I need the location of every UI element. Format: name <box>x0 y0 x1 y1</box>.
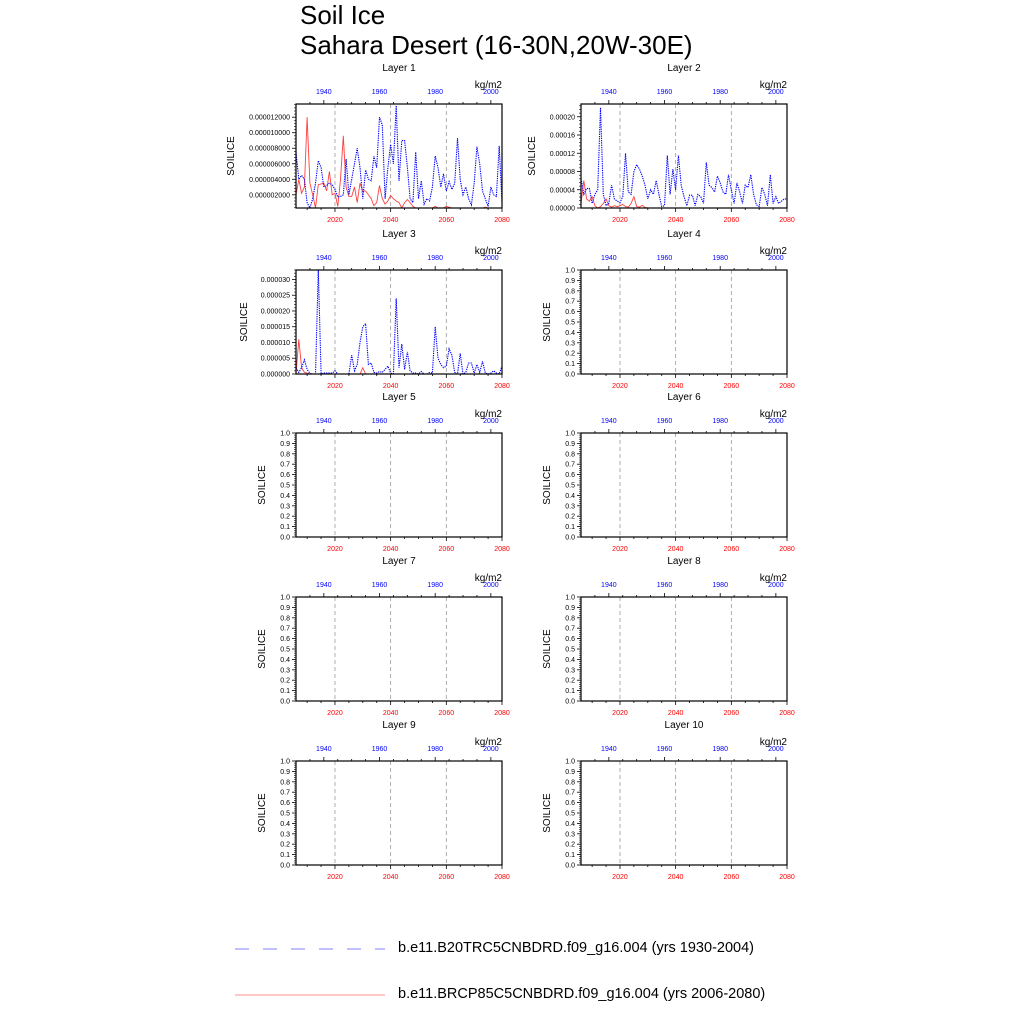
panel-title: Layer 3 <box>382 229 416 240</box>
y-tick-label: 1.0 <box>280 758 290 766</box>
top-tick-label: 1940 <box>601 418 617 425</box>
y-tick-label: 0.5 <box>565 646 575 654</box>
bottom-tick-label: 2080 <box>779 874 795 881</box>
y-tick-label: 0.9 <box>280 768 290 776</box>
units-label: kg/m2 <box>474 80 502 91</box>
top-tick-label: 1960 <box>371 418 388 425</box>
bottom-tick-label: 2020 <box>327 546 343 553</box>
bottom-tick-label: 2080 <box>494 217 510 224</box>
top-tick-label: 1940 <box>316 746 332 753</box>
top-tick-label: 2000 <box>483 582 499 589</box>
bottom-tick-label: 2080 <box>779 217 795 224</box>
top-tick-label: 1960 <box>656 89 673 96</box>
plot-frame <box>296 761 502 865</box>
y-tick-label: 0.4 <box>565 329 575 337</box>
y-tick-label: 0.000004000 <box>249 176 290 184</box>
top-tick-label: 1980 <box>427 418 443 425</box>
y-tick-label: 0.7 <box>565 461 575 469</box>
y-tick-label: 0.3 <box>280 831 290 839</box>
plot-frame <box>581 761 787 865</box>
y-tick-label: 0.000015 <box>260 324 290 332</box>
bottom-tick-label: 2040 <box>667 383 684 390</box>
y-tick-label: 0.4 <box>280 820 290 828</box>
bottom-tick-label: 2020 <box>612 383 628 390</box>
top-tick-label: 1960 <box>656 255 673 262</box>
units-label: kg/m2 <box>759 80 787 91</box>
units-label: kg/m2 <box>474 573 502 584</box>
y-tick-label: 0.000030 <box>260 276 290 284</box>
y-tick-label: 0.000005 <box>260 355 290 363</box>
units-label: kg/m2 <box>759 573 787 584</box>
y-tick-label: 0.6 <box>280 636 290 644</box>
top-tick-label: 1980 <box>712 746 728 753</box>
y-axis-label: SOILICE <box>542 629 553 669</box>
legend-label-rcp85: b.e11.BRCP85C5CNBDRD.f09_g16.004 (yrs 2006-2080) <box>398 986 766 1002</box>
top-tick-label: 2000 <box>483 746 499 753</box>
y-tick-label: 0.5 <box>280 482 290 490</box>
y-tick-label: 0.00020 <box>549 114 575 122</box>
y-tick-label: 0.2 <box>565 677 575 685</box>
y-tick-label: 0.2 <box>565 841 575 849</box>
y-tick-label: 0.7 <box>280 461 290 469</box>
y-tick-label: 0.000010 <box>260 339 290 347</box>
y-tick-label: 0.6 <box>280 800 290 808</box>
top-tick-label: 1960 <box>371 89 388 96</box>
panel-title: Layer 4 <box>667 229 701 240</box>
y-tick-label: 1.0 <box>565 267 575 275</box>
top-tick-label: 1940 <box>601 582 617 589</box>
y-tick-label: 0.4 <box>565 656 575 664</box>
top-tick-label: 1940 <box>316 89 332 96</box>
bottom-tick-label: 2080 <box>494 710 510 717</box>
panel-title: Layer 5 <box>382 392 416 403</box>
plot-frame <box>296 433 502 537</box>
bottom-tick-label: 2080 <box>779 710 795 717</box>
panel-title: Layer 10 <box>664 720 704 731</box>
y-tick-label: 0.5 <box>280 646 290 654</box>
y-tick-label: 0.4 <box>280 656 290 664</box>
bottom-tick-label: 2020 <box>612 546 628 553</box>
bottom-tick-label: 2080 <box>779 383 795 390</box>
top-tick-label: 1960 <box>656 746 673 753</box>
bottom-tick-label: 2040 <box>382 710 399 717</box>
plot-frame <box>581 597 787 701</box>
bottom-tick-label: 2040 <box>382 217 399 224</box>
units-label: kg/m2 <box>474 737 502 748</box>
units-label: kg/m2 <box>759 409 787 420</box>
y-tick-label: 0.4 <box>280 492 290 500</box>
bottom-tick-label: 2040 <box>667 874 684 881</box>
top-tick-label: 1980 <box>712 418 728 425</box>
panel-title: Layer 9 <box>382 720 416 731</box>
y-tick-label: 1.0 <box>280 594 290 602</box>
y-tick-label: 0.6 <box>565 800 575 808</box>
y-tick-label: 0.5 <box>565 482 575 490</box>
top-tick-label: 1960 <box>371 255 388 262</box>
y-tick-label: 0.000010000 <box>249 130 290 138</box>
y-tick-label: 0.000000 <box>260 371 290 379</box>
panel-title: Layer 8 <box>667 556 701 567</box>
series-rcp85-line <box>296 117 502 208</box>
top-tick-label: 2000 <box>483 255 499 262</box>
bottom-tick-label: 2020 <box>612 217 628 224</box>
bottom-tick-label: 2040 <box>667 710 684 717</box>
plot-frame <box>296 597 502 701</box>
bottom-tick-label: 2060 <box>438 217 455 224</box>
y-tick-label: 0.8 <box>280 451 290 459</box>
units-label: kg/m2 <box>759 246 787 257</box>
figure-title: Soil Ice <box>300 0 386 30</box>
series-historical-line <box>296 106 502 208</box>
top-tick-label: 1940 <box>316 418 332 425</box>
y-axis-label: SOILICE <box>257 465 268 505</box>
y-tick-label: 0.7 <box>565 625 575 633</box>
top-tick-label: 1980 <box>712 89 728 96</box>
panel-title: Layer 1 <box>382 63 416 74</box>
top-tick-label: 2000 <box>768 89 784 96</box>
bottom-tick-label: 2040 <box>382 383 399 390</box>
top-tick-label: 1960 <box>656 582 673 589</box>
top-tick-label: 1940 <box>601 746 617 753</box>
y-tick-label: 0.00016 <box>549 132 575 140</box>
bottom-tick-label: 2020 <box>327 217 343 224</box>
y-tick-label: 0.9 <box>565 604 575 612</box>
y-tick-label: 0.000008000 <box>249 145 290 153</box>
y-tick-label: 0.0 <box>565 534 575 542</box>
y-tick-label: 0.0 <box>565 862 575 870</box>
y-tick-label: 0.3 <box>565 667 575 675</box>
y-tick-label: 0.2 <box>280 677 290 685</box>
y-tick-label: 0.8 <box>565 451 575 459</box>
y-tick-label: 0.2 <box>565 350 575 358</box>
y-tick-label: 0.6 <box>565 472 575 480</box>
plot-frame <box>581 433 787 537</box>
y-tick-label: 0.8 <box>280 615 290 623</box>
y-tick-label: 0.000006000 <box>249 161 290 169</box>
y-tick-label: 0.4 <box>565 820 575 828</box>
y-axis-label: SOILICE <box>226 136 237 176</box>
y-tick-label: 0.6 <box>565 636 575 644</box>
top-tick-label: 1980 <box>712 582 728 589</box>
y-axis-label: SOILICE <box>542 793 553 833</box>
y-tick-label: 0.0 <box>280 862 290 870</box>
bottom-tick-label: 2080 <box>494 383 510 390</box>
top-tick-label: 1940 <box>316 582 332 589</box>
bottom-tick-label: 2020 <box>327 383 343 390</box>
y-tick-label: 0.2 <box>280 841 290 849</box>
y-tick-label: 0.4 <box>565 492 575 500</box>
y-tick-label: 0.00004 <box>549 187 575 195</box>
y-tick-label: 0.7 <box>565 298 575 306</box>
y-tick-label: 0.00008 <box>549 169 575 177</box>
bottom-tick-label: 2080 <box>494 874 510 881</box>
y-tick-label: 1.0 <box>565 594 575 602</box>
bottom-tick-label: 2020 <box>327 874 343 881</box>
y-axis-label: SOILICE <box>239 302 250 342</box>
y-tick-label: 0.000012000 <box>249 114 290 122</box>
top-tick-label: 1940 <box>601 89 617 96</box>
bottom-tick-label: 2060 <box>723 383 740 390</box>
top-tick-label: 1960 <box>371 746 388 753</box>
y-tick-label: 0.5 <box>565 810 575 818</box>
y-tick-label: 0.1 <box>565 688 575 696</box>
top-tick-label: 2000 <box>768 746 784 753</box>
top-tick-label: 1940 <box>316 255 332 262</box>
bottom-tick-label: 2060 <box>723 874 740 881</box>
bottom-tick-label: 2040 <box>382 874 399 881</box>
top-tick-label: 1960 <box>371 582 388 589</box>
top-tick-label: 2000 <box>768 255 784 262</box>
bottom-tick-label: 2060 <box>723 217 740 224</box>
top-tick-label: 2000 <box>483 89 499 96</box>
units-label: kg/m2 <box>474 246 502 257</box>
top-tick-label: 1980 <box>712 255 728 262</box>
y-tick-label: 0.8 <box>280 779 290 787</box>
y-tick-label: 0.00000 <box>549 205 575 213</box>
panel-title: Layer 6 <box>667 392 701 403</box>
bottom-tick-label: 2020 <box>612 710 628 717</box>
y-tick-label: 0.8 <box>565 615 575 623</box>
top-tick-label: 1980 <box>427 89 443 96</box>
bottom-tick-label: 2040 <box>667 546 684 553</box>
top-tick-label: 1960 <box>656 418 673 425</box>
figure-subtitle: Sahara Desert (16-30N,20W-30E) <box>300 30 693 60</box>
legend-label-historical: b.e11.B20TRC5CNBDRD.f09_g16.004 (yrs 1930-2004) <box>398 940 754 956</box>
y-tick-label: 0.5 <box>565 319 575 327</box>
top-tick-label: 1980 <box>427 582 443 589</box>
series-historical-line <box>296 270 502 374</box>
y-tick-label: 0.5 <box>280 810 290 818</box>
y-tick-label: 0.000025 <box>260 292 290 300</box>
bottom-tick-label: 2060 <box>438 383 455 390</box>
y-tick-label: 0.7 <box>280 789 290 797</box>
bottom-tick-label: 2020 <box>327 710 343 717</box>
y-tick-label: 0.1 <box>565 361 575 369</box>
top-tick-label: 2000 <box>768 582 784 589</box>
bottom-tick-label: 2020 <box>612 874 628 881</box>
y-tick-label: 0.000020 <box>260 308 290 316</box>
top-tick-label: 1980 <box>427 746 443 753</box>
y-axis-label: SOILICE <box>542 302 553 342</box>
y-axis-label: SOILICE <box>257 629 268 669</box>
y-tick-label: 0.0 <box>565 371 575 379</box>
y-tick-label: 0.7 <box>565 789 575 797</box>
panel-title: Layer 7 <box>382 556 416 567</box>
bottom-tick-label: 2080 <box>494 546 510 553</box>
bottom-tick-label: 2060 <box>723 546 740 553</box>
y-tick-label: 0.9 <box>565 768 575 776</box>
plot-frame <box>581 270 787 374</box>
y-tick-label: 0.0 <box>280 534 290 542</box>
y-tick-label: 0.1 <box>565 524 575 532</box>
plot-frame <box>296 104 502 208</box>
bottom-tick-label: 2060 <box>438 546 455 553</box>
plot-frame <box>581 104 787 208</box>
bottom-tick-label: 2080 <box>779 546 795 553</box>
y-tick-label: 0.3 <box>565 831 575 839</box>
y-tick-label: 0.1 <box>565 852 575 860</box>
y-axis-label: SOILICE <box>527 136 538 176</box>
y-tick-label: 0.8 <box>565 288 575 296</box>
y-tick-label: 0.3 <box>280 667 290 675</box>
y-tick-label: 0.1 <box>280 852 290 860</box>
y-tick-label: 0.000002000 <box>249 192 290 200</box>
y-tick-label: 0.00012 <box>549 150 575 158</box>
y-tick-label: 1.0 <box>280 430 290 438</box>
y-tick-label: 1.0 <box>565 758 575 766</box>
panel-title: Layer 2 <box>667 63 701 74</box>
bottom-tick-label: 2060 <box>438 874 455 881</box>
bottom-tick-label: 2040 <box>667 217 684 224</box>
top-tick-label: 2000 <box>483 418 499 425</box>
y-tick-label: 0.2 <box>565 513 575 521</box>
y-axis-label: SOILICE <box>542 465 553 505</box>
y-tick-label: 0.9 <box>280 604 290 612</box>
bottom-tick-label: 2060 <box>723 710 740 717</box>
y-tick-label: 0.8 <box>565 779 575 787</box>
units-label: kg/m2 <box>759 737 787 748</box>
y-tick-label: 0.6 <box>565 309 575 317</box>
y-tick-label: 0.2 <box>280 513 290 521</box>
y-tick-label: 0.1 <box>280 524 290 532</box>
y-tick-label: 0.3 <box>565 503 575 511</box>
y-tick-label: 0.0 <box>280 698 290 706</box>
y-tick-label: 0.9 <box>565 277 575 285</box>
y-tick-label: 1.0 <box>565 430 575 438</box>
top-tick-label: 2000 <box>768 418 784 425</box>
units-label: kg/m2 <box>474 409 502 420</box>
y-tick-label: 0.9 <box>280 440 290 448</box>
y-tick-label: 0.3 <box>565 340 575 348</box>
y-tick-label: 0.3 <box>280 503 290 511</box>
y-tick-label: 0.9 <box>565 440 575 448</box>
series-historical-line <box>581 108 787 207</box>
y-tick-label: 0.7 <box>280 625 290 633</box>
top-tick-label: 1980 <box>427 255 443 262</box>
y-tick-label: 0.6 <box>280 472 290 480</box>
y-axis-label: SOILICE <box>257 793 268 833</box>
top-tick-label: 1940 <box>601 255 617 262</box>
y-tick-label: 0.0 <box>565 698 575 706</box>
bottom-tick-label: 2040 <box>382 546 399 553</box>
y-tick-label: 0.1 <box>280 688 290 696</box>
bottom-tick-label: 2060 <box>438 710 455 717</box>
